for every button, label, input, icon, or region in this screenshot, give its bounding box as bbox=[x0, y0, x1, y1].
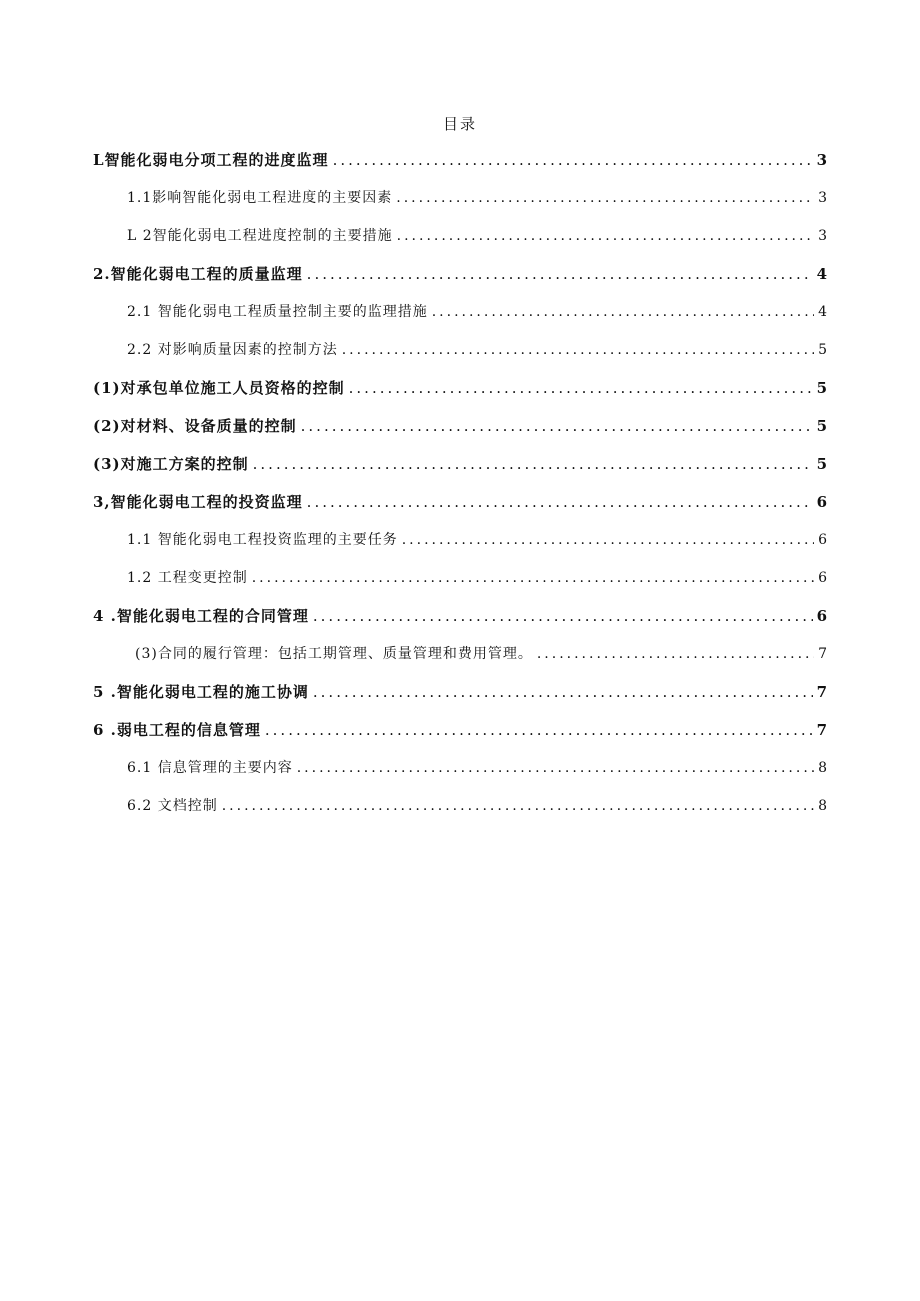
toc-entry-label: 6 .弱电工程的信息管理 bbox=[93, 721, 261, 739]
toc-entry[interactable] bbox=[93, 602, 827, 640]
toc-entry-label: 6.1 信息管理的主要内容 bbox=[127, 760, 293, 776]
toc-leader-dots bbox=[265, 716, 813, 744]
toc-entry-page: 4 bbox=[816, 265, 827, 283]
toc-entry-page: 5 bbox=[816, 417, 827, 435]
toc-leader-dots bbox=[397, 222, 814, 250]
toc-leader-dots bbox=[432, 298, 814, 326]
toc-entry[interactable] bbox=[93, 336, 827, 374]
toc-entry[interactable] bbox=[93, 298, 827, 336]
toc-entry-page: 8 bbox=[818, 760, 827, 776]
toc-leader-dots bbox=[342, 336, 814, 364]
toc-leader-dots bbox=[402, 526, 814, 554]
toc-entry-label: 1.1影响智能化弱电工程进度的主要因素 bbox=[127, 190, 393, 206]
toc-entry-label: L智能化弱电分项工程的进度监理 bbox=[93, 151, 329, 169]
toc-entry-page: 8 bbox=[818, 798, 827, 814]
toc-leader-dots bbox=[349, 374, 813, 402]
toc-entry-page: 6 bbox=[818, 570, 827, 586]
toc-entry[interactable] bbox=[93, 754, 827, 792]
toc-entry-label: 1.2 工程变更控制 bbox=[127, 570, 248, 586]
toc-entry-label: (3)合同的履行管理：包括工期管理、质量管理和费用管理。 bbox=[135, 646, 533, 662]
toc-entry-page: 5 bbox=[816, 379, 827, 397]
toc-entry-page: 3 bbox=[816, 151, 827, 169]
toc-leader-dots bbox=[313, 678, 813, 706]
toc-entry[interactable] bbox=[93, 640, 827, 678]
toc-entry[interactable] bbox=[93, 564, 827, 602]
toc-entry-label: (1)对承包单位施工人员资格的控制 bbox=[93, 379, 345, 397]
toc-entry[interactable] bbox=[93, 374, 827, 412]
toc-entry[interactable] bbox=[93, 526, 827, 564]
toc-leader-dots bbox=[307, 260, 813, 288]
toc-entry-label: 3,智能化弱电工程的投资监理 bbox=[93, 493, 303, 511]
toc-entry-label: 2.2 对影响质量因素的控制方法 bbox=[127, 342, 338, 358]
toc-leader-dots bbox=[253, 450, 813, 478]
toc-entry-label: 5 .智能化弱电工程的施工协调 bbox=[93, 683, 309, 701]
toc-leader-dots bbox=[252, 564, 814, 592]
toc-entry-label: 4 .智能化弱电工程的合同管理 bbox=[93, 607, 309, 625]
toc-leader-dots bbox=[297, 754, 814, 782]
toc-list bbox=[93, 146, 827, 830]
toc-leader-dots bbox=[307, 488, 813, 516]
toc-entry[interactable] bbox=[93, 222, 827, 260]
toc-entry-page: 7 bbox=[818, 646, 827, 662]
toc-entry-label: 6.2 文档控制 bbox=[127, 798, 218, 814]
toc-leader-dots bbox=[537, 640, 814, 668]
toc-entry-page: 6 bbox=[818, 532, 827, 548]
toc-entry[interactable] bbox=[93, 450, 827, 488]
toc-title: 目录 bbox=[442, 115, 477, 133]
toc-entry-label: L 2智能化弱电工程进度控制的主要措施 bbox=[127, 228, 393, 244]
toc-entry-page: 4 bbox=[818, 304, 827, 320]
toc-entry-page: 7 bbox=[816, 721, 827, 739]
toc-entry-label: (2)对材料、设备质量的控制 bbox=[93, 417, 297, 435]
toc-entry-label: (3)对施工方案的控制 bbox=[93, 455, 249, 473]
toc-leader-dots bbox=[333, 146, 813, 174]
toc-leader-dots bbox=[396, 184, 814, 212]
toc-entry[interactable] bbox=[93, 792, 827, 830]
toc-entry-label: 1.1 智能化弱电工程投资监理的主要任务 bbox=[127, 532, 398, 548]
toc-entry-page: 3 bbox=[818, 228, 827, 244]
toc-leader-dots bbox=[222, 792, 814, 820]
toc-entry-page: 6 bbox=[816, 607, 827, 625]
toc-entry-label: 2.智能化弱电工程的质量监理 bbox=[93, 265, 303, 283]
toc-entry-page: 5 bbox=[818, 342, 827, 358]
toc-entry[interactable] bbox=[93, 678, 827, 716]
toc-leader-dots bbox=[301, 412, 813, 440]
toc-entry-page: 6 bbox=[816, 493, 827, 511]
toc-leader-dots bbox=[313, 602, 813, 630]
toc-entry-page: 3 bbox=[818, 190, 827, 206]
toc-entry[interactable] bbox=[93, 716, 827, 754]
toc-entry-page: 5 bbox=[816, 455, 827, 473]
toc-entry[interactable] bbox=[93, 146, 827, 184]
toc-entry[interactable] bbox=[93, 488, 827, 526]
toc-entry[interactable] bbox=[93, 260, 827, 298]
toc-entry[interactable] bbox=[93, 412, 827, 450]
toc-entry-label: 2.1 智能化弱电工程质量控制主要的监理措施 bbox=[127, 304, 428, 320]
toc-entry-page: 7 bbox=[816, 683, 827, 701]
toc-entry[interactable] bbox=[93, 184, 827, 222]
